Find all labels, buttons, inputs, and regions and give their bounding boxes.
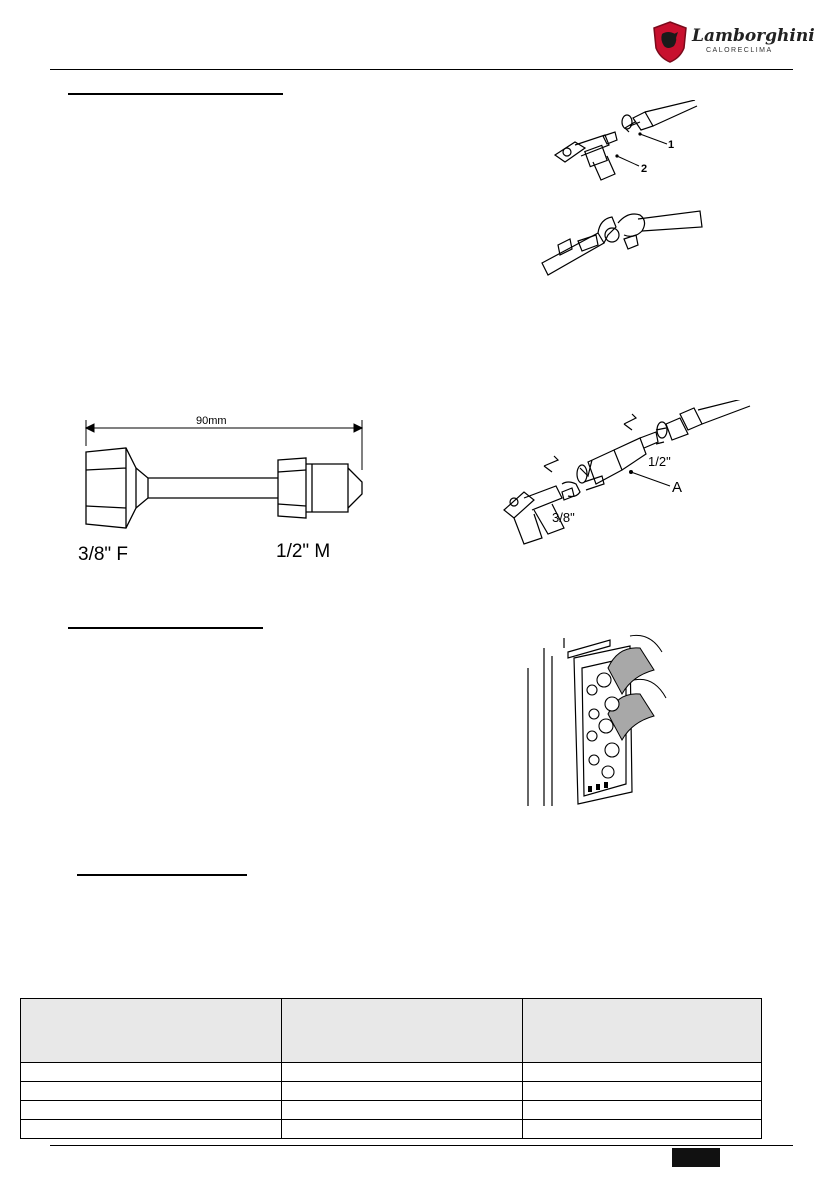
table-header-cell [282, 999, 523, 1063]
table-cell [523, 1101, 762, 1120]
section-heading-1-underline [68, 93, 283, 95]
adapter-right-label: 1/2" M [276, 541, 331, 562]
table-cell [21, 1063, 282, 1082]
size-half-inch-label: 1/2" [648, 454, 671, 469]
section-heading-2-underline [68, 627, 263, 629]
table-cell [21, 1101, 282, 1120]
footer-rule [50, 1145, 793, 1146]
part-a-label: A [672, 479, 683, 496]
callout-2: 2 [641, 163, 648, 175]
adapter-dimension-figure [78, 412, 378, 572]
table-cell [523, 1082, 762, 1101]
exploded-assembly-figure [484, 400, 754, 550]
brand-subtitle: CALORECLIMA [706, 47, 773, 54]
wrench-figure [538, 205, 708, 285]
table-header-cell [21, 999, 282, 1063]
table-cell [523, 1120, 762, 1139]
table-cell [21, 1120, 282, 1139]
table-row [21, 1063, 762, 1082]
table-cell [282, 1063, 523, 1082]
page-number-box [672, 1148, 720, 1167]
shield-icon [650, 20, 690, 64]
table-cell [21, 1082, 282, 1101]
table-row [21, 1082, 762, 1101]
table-cell [523, 1063, 762, 1082]
size-three-eighths-label: 3/8" [552, 510, 575, 525]
adapter-left-label: 3/8" F [78, 544, 129, 565]
table-cell [282, 1082, 523, 1101]
callout-1: 1 [668, 139, 675, 151]
table-header-row [21, 999, 762, 1063]
dimension-length: 90mm [196, 415, 227, 427]
spec-table [20, 998, 762, 1139]
table-cell [282, 1120, 523, 1139]
header-rule [50, 69, 793, 70]
unit-pipes-figure [522, 628, 672, 808]
table-row [21, 1101, 762, 1120]
table-row [21, 1120, 762, 1139]
section-heading-3-underline [77, 874, 247, 876]
valve-callout-figure [545, 100, 715, 190]
table-header-cell [523, 999, 762, 1063]
brand-name: Lamborghini [692, 26, 815, 46]
table-cell [282, 1101, 523, 1120]
